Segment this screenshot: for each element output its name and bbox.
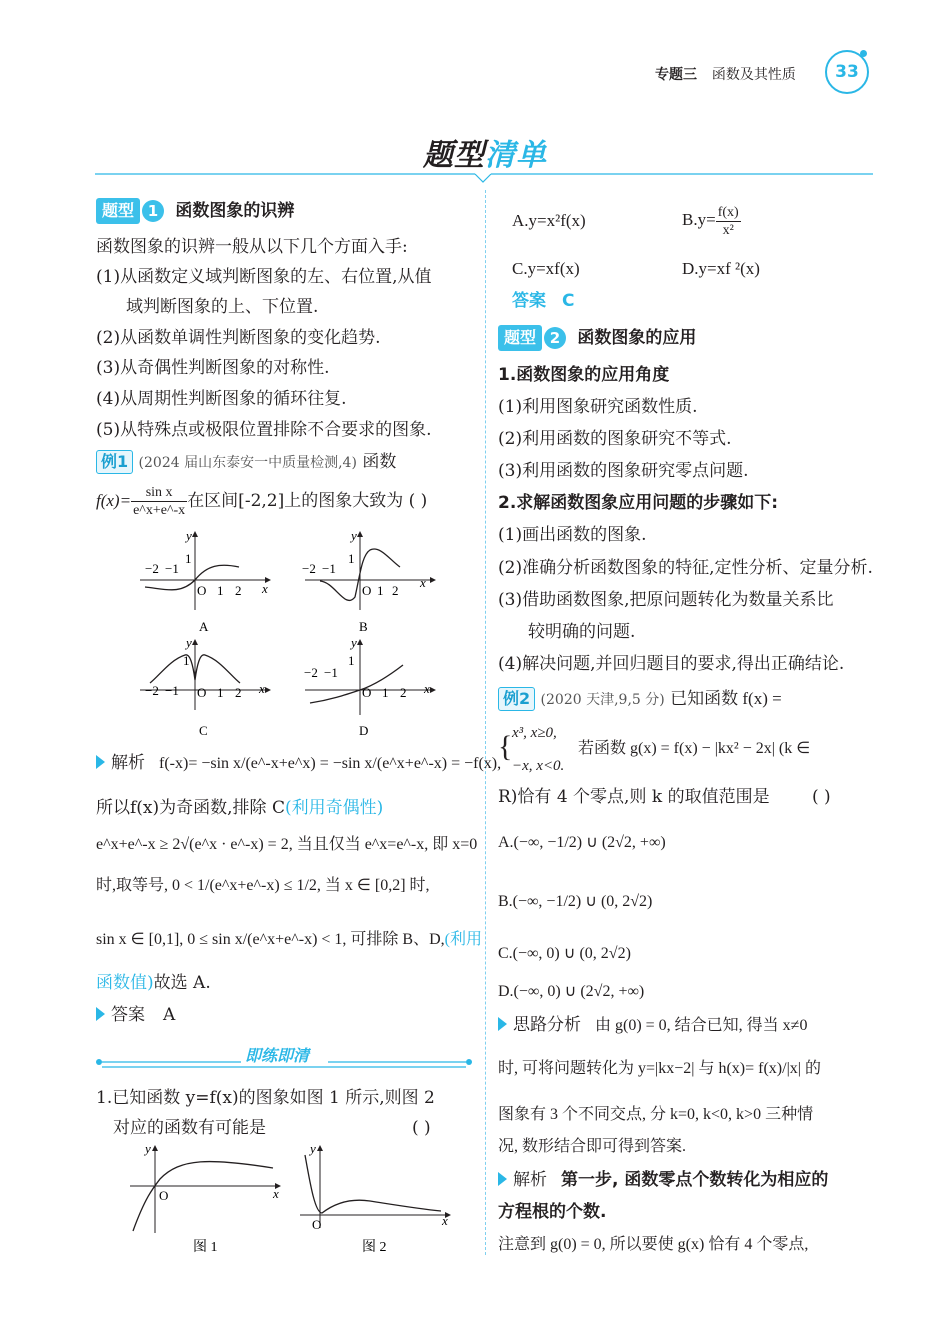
example1-fx: f(x)= bbox=[96, 491, 132, 510]
example2-text-a: 已知函数 f(x) = bbox=[670, 689, 782, 708]
angle-1: (1)利用图象研究函数性质. bbox=[498, 397, 698, 417]
option-d: D.y=xf ²(x) bbox=[682, 259, 760, 278]
page-number: 33 bbox=[825, 50, 869, 94]
svg-text:−2: −2 bbox=[145, 683, 159, 698]
example1-num: sin x bbox=[131, 484, 187, 502]
example1-label: 例1 bbox=[96, 450, 133, 474]
analysis-text-2a: 所以f(x)为奇函数,排除 C bbox=[96, 798, 285, 818]
svg-text:−1: −1 bbox=[324, 665, 338, 680]
running-header bbox=[655, 64, 796, 84]
analysis-text-6b: 故选 A. bbox=[153, 973, 211, 993]
angle-3: (3)利用函数的图象研究零点问题. bbox=[498, 461, 749, 481]
example1-den: e^x+e^-x bbox=[133, 503, 186, 518]
solution-text-3: 注意到 g(0) = 0, 所以要使 g(x) 恰有 4 个零点, bbox=[498, 1236, 809, 1253]
idea-text-2: 时, 可将问题转化为 y=|kx−2| 与 h(x)= f(x)/|x| 的 bbox=[498, 1060, 821, 1077]
svg-text:y: y bbox=[351, 528, 357, 543]
section2-title: 函数图象的应用 bbox=[577, 328, 697, 348]
graph-a bbox=[140, 528, 271, 610]
step-3a: (3)借助函数图象,把原问题转化为数量关系比 bbox=[498, 590, 834, 610]
graph-d bbox=[304, 635, 436, 715]
svg-text:O: O bbox=[362, 685, 372, 700]
analysis-text-6a: 函数值) bbox=[96, 973, 154, 993]
svg-text:1: 1 bbox=[217, 583, 224, 598]
example1-text-a: 函数 bbox=[362, 452, 397, 472]
svg-text:1: 1 bbox=[348, 653, 355, 668]
svg-text:2: 2 bbox=[235, 685, 242, 700]
topic-number: 专题三 bbox=[655, 67, 697, 83]
topic-title: 函数及其性质 bbox=[711, 67, 796, 83]
point-4: (4)从周期性判断图象的循环往复. bbox=[96, 389, 347, 409]
svg-text:1: 1 bbox=[217, 685, 224, 700]
analysis-triangle-icon bbox=[96, 755, 105, 769]
example1-formula bbox=[96, 482, 427, 520]
idea-text-4: 况, 数形结合即可得到答案. bbox=[498, 1138, 687, 1155]
section2-tag: 题型 bbox=[498, 325, 542, 351]
step-2: (2)准确分析函数图象的特征,定性分析、定量分析. bbox=[498, 558, 873, 578]
svg-text:1: 1 bbox=[382, 685, 389, 700]
idea-text-3: 图象有 3 个不同交点, 分 k=0, k<0, k>0 三种情 bbox=[498, 1106, 814, 1123]
solution-text-2: 方程根的个数. bbox=[498, 1202, 607, 1222]
choice-b: B.(−∞, −1/2) ∪ (0, 2√2) bbox=[498, 893, 653, 910]
svg-text:O: O bbox=[312, 1217, 322, 1232]
example1-line bbox=[96, 450, 396, 474]
solution-label: 解析 bbox=[513, 1170, 547, 1190]
svg-text:O: O bbox=[197, 685, 207, 700]
graphs-example1 bbox=[135, 525, 445, 740]
graph-c bbox=[140, 635, 271, 710]
section2-num: 2 bbox=[544, 327, 566, 349]
solution-line1 bbox=[498, 1169, 828, 1191]
solution-triangle-icon bbox=[498, 1172, 507, 1186]
point-5: (5)从特殊点或极限位置排除不合要求的图象. bbox=[96, 420, 432, 440]
step-1: (1)画出函数的图象. bbox=[498, 525, 647, 545]
svg-text:x: x bbox=[420, 575, 426, 590]
point-3: (3)从奇偶性判断图象的对称性. bbox=[96, 358, 330, 378]
analysis-text-2b: (利用奇偶性) bbox=[284, 798, 384, 818]
svg-text:−1: −1 bbox=[165, 561, 179, 576]
analysis-line1 bbox=[96, 752, 501, 775]
example2-label: 例2 bbox=[498, 687, 535, 711]
analysis-text-4: 时,取等号, 0 < 1/(e^x+e^-x) ≤ 1/2, 当 x ∈ [0,2] 时, bbox=[96, 877, 430, 894]
banner-part2: 清单 bbox=[485, 138, 547, 173]
analysis-line6 bbox=[96, 972, 211, 994]
svg-text:x: x bbox=[273, 1186, 279, 1201]
intro-text: 函数图象的识辨一般从以下几个方面入手: bbox=[96, 237, 408, 257]
example1-text-b: 在区间[-2,2]上的图象大致为 ( ) bbox=[187, 491, 428, 511]
example2-line bbox=[498, 687, 782, 711]
svg-text:−1: −1 bbox=[165, 683, 179, 698]
svg-text:O: O bbox=[362, 583, 372, 598]
answer1-value: A bbox=[163, 1005, 176, 1025]
question1-paren: ( ) bbox=[412, 1118, 431, 1138]
question1-line-a: 1.已知函数 y=f(x)的图象如图 1 所示,则图 2 bbox=[96, 1088, 435, 1108]
q1-answer-label: 答案 bbox=[512, 291, 546, 311]
point-2: (2)从函数单调性判断图象的变化趋势. bbox=[96, 328, 381, 348]
step-3b: 较明确的问题. bbox=[528, 622, 636, 642]
svg-text:O: O bbox=[159, 1188, 169, 1203]
answer1-label: 答案 bbox=[111, 1005, 145, 1025]
svg-text:x: x bbox=[442, 1213, 448, 1228]
banner-part1: 题型 bbox=[423, 138, 485, 173]
svg-text:−2: −2 bbox=[304, 665, 318, 680]
option-b bbox=[682, 200, 741, 240]
svg-text:y: y bbox=[186, 528, 192, 543]
analysis-text-1: f(-x)= −sin x/(e^-x+e^x) = −sin x/(e^x+e^-x) = −f(x), bbox=[159, 755, 502, 772]
analysis-text-3: e^x+e^-x ≥ 2√(e^x · e^-x) = 2, 当且仅当 e^x=e^-x, 即 x=0 bbox=[96, 836, 478, 853]
svg-text:2: 2 bbox=[392, 583, 399, 598]
analysis-text-5: sin x ∈ [0,1], 0 ≤ sin x/(e^x+e^-x) < 1, 可排除 B、D, bbox=[96, 931, 445, 948]
figure-1 bbox=[130, 1143, 281, 1233]
solution-text-1: 第一步, 函数零点个数转化为相应的 bbox=[561, 1170, 829, 1190]
answer1-line bbox=[96, 1004, 175, 1026]
choice-a: A.(−∞, −1/2) ∪ (2√2, +∞) bbox=[498, 834, 666, 851]
svg-text:1: 1 bbox=[185, 551, 192, 566]
example1-source: (2024 届山东泰安一中质量检测,4) bbox=[138, 455, 357, 471]
graph-label-b: B bbox=[359, 619, 368, 634]
section1-title: 函数图象的识辨 bbox=[175, 201, 295, 221]
option-a: A.y=x²f(x) bbox=[512, 211, 586, 230]
section1-tag: 题型 bbox=[96, 198, 140, 224]
analysis-text-5b: (利用 bbox=[444, 931, 482, 948]
idea-text-1: 由 g(0) = 0, 结合已知, 得当 x≠0 bbox=[595, 1017, 808, 1034]
graph-b bbox=[302, 528, 436, 610]
point-1b: 域判断图象的上、下位置. bbox=[126, 297, 319, 317]
svg-text:−2: −2 bbox=[145, 561, 159, 576]
choice-c: C.(−∞, 0) ∪ (0, 2√2) bbox=[498, 945, 631, 962]
svg-text:y: y bbox=[351, 635, 357, 650]
svg-text:y: y bbox=[310, 1143, 316, 1156]
graph-label-c: C bbox=[199, 723, 208, 738]
section2-h1: 1.函数图象的应用角度 bbox=[498, 365, 670, 385]
banner-rule bbox=[95, 168, 873, 188]
figure-1-caption: 图 1 bbox=[193, 1240, 218, 1255]
figure-2 bbox=[300, 1143, 451, 1232]
section2-h2: 2.求解函数图象应用问题的步骤如下: bbox=[498, 493, 779, 513]
question1-figures bbox=[125, 1143, 460, 1258]
question1-line-b: 对应的函数有可能是 bbox=[113, 1118, 266, 1138]
piecewise-case2: −x, x<0. bbox=[512, 758, 565, 774]
option-b-prefix: B.y= bbox=[682, 210, 716, 229]
choice-d: D.(−∞, 0) ∪ (2√2, +∞) bbox=[498, 983, 645, 1000]
column-divider bbox=[485, 190, 486, 1255]
graph-label-d: D bbox=[359, 723, 369, 738]
analysis-line2 bbox=[96, 797, 383, 819]
example2-text-b: 若函数 g(x) = f(x) − |kx² − 2x| (k ∈ bbox=[578, 740, 811, 757]
q1-answer-value: C bbox=[562, 291, 575, 311]
example2-paren: ( ) bbox=[812, 787, 831, 807]
idea-line1 bbox=[498, 1014, 807, 1037]
piecewise-case1: x³, x≥0, bbox=[512, 725, 557, 741]
option-c: C.y=xf(x) bbox=[512, 259, 580, 278]
piecewise-brace: { bbox=[498, 730, 513, 763]
page-dot bbox=[860, 50, 867, 57]
example2-source: (2020 天津,9,5 分) bbox=[540, 692, 665, 708]
idea-label: 思路分析 bbox=[513, 1015, 581, 1035]
point-1a: (1)从函数定义域判断图象的左、右位置,从值 bbox=[96, 267, 432, 287]
example2-text-c: R)恰有 4 个零点,则 k 的取值范围是 bbox=[498, 787, 770, 807]
figure-2-caption: 图 2 bbox=[362, 1240, 387, 1255]
section1-heading bbox=[96, 198, 294, 224]
svg-text:1: 1 bbox=[348, 551, 355, 566]
analysis-line5 bbox=[96, 929, 482, 951]
svg-text:O: O bbox=[197, 583, 207, 598]
svg-text:2: 2 bbox=[400, 685, 407, 700]
svg-text:y: y bbox=[145, 1143, 151, 1156]
angle-2: (2)利用函数的图象研究不等式. bbox=[498, 429, 732, 449]
section2-heading bbox=[498, 325, 696, 351]
graph-label-a: A bbox=[199, 619, 209, 634]
svg-text:−1: −1 bbox=[322, 561, 336, 576]
option-b-num: f(x) bbox=[717, 204, 739, 220]
answer-triangle-icon bbox=[96, 1007, 105, 1021]
svg-text:x: x bbox=[424, 681, 430, 696]
svg-text:1: 1 bbox=[183, 653, 190, 668]
svg-text:x: x bbox=[259, 681, 265, 696]
option-b-den: x² bbox=[722, 222, 734, 238]
section1-num: 1 bbox=[142, 200, 164, 222]
svg-text:2: 2 bbox=[235, 583, 242, 598]
q1-answer-line bbox=[512, 290, 574, 312]
svg-text:y: y bbox=[186, 635, 192, 650]
step-4: (4)解决问题,并回归题目的要求,得出正确结论. bbox=[498, 654, 845, 674]
svg-text:1: 1 bbox=[377, 583, 384, 598]
practice-title: 即练即清 bbox=[245, 1046, 310, 1065]
analysis-label: 解析 bbox=[111, 753, 145, 773]
idea-triangle-icon bbox=[498, 1017, 507, 1031]
svg-text:x: x bbox=[262, 581, 268, 596]
svg-text:−2: −2 bbox=[302, 561, 316, 576]
